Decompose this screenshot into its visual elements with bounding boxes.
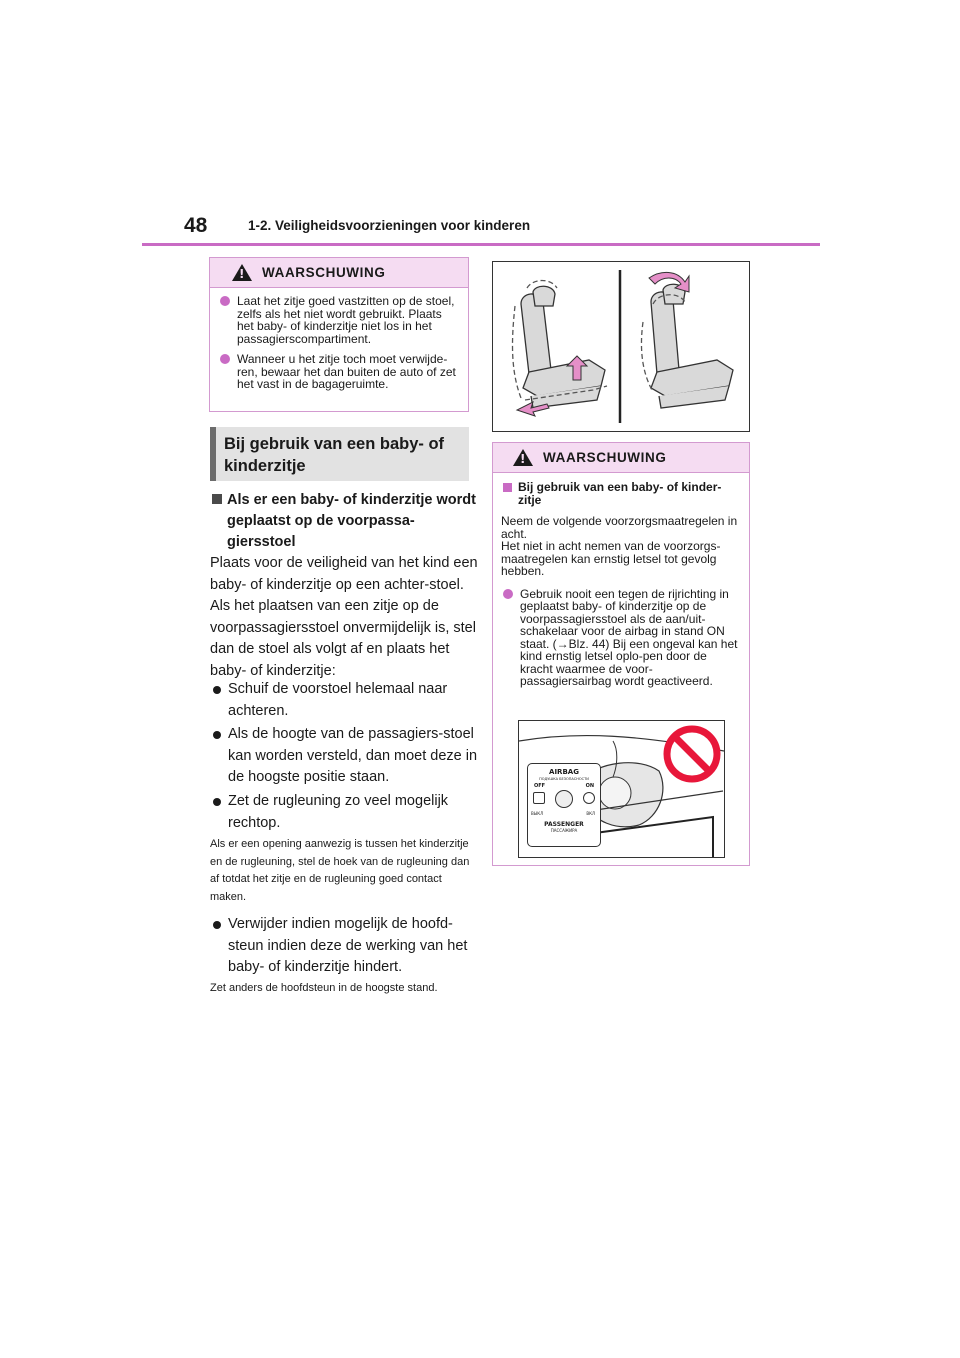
warning-header bbox=[210, 258, 468, 288]
warning-header bbox=[493, 443, 749, 473]
off-label-ru: ВЫКЛ bbox=[531, 811, 544, 816]
warning-paragraph: Het niet in acht nemen van de voorzorgs-maatregelen kan ernstig letsel tot gevolg hebben. bbox=[501, 539, 721, 578]
page-number: 48 bbox=[184, 214, 208, 237]
airbag-label-title-ru: ПОДУШКА БЕЗОПАСНОСТИ bbox=[539, 777, 589, 781]
on-label-ru: ВКЛ bbox=[586, 811, 595, 816]
warning-paragraph: Neem de volgende voorzorgsmaatregelen in acht. bbox=[501, 514, 738, 541]
bullet-icon bbox=[213, 686, 221, 694]
intro-paragraph: Plaats voor de veiligheid van het kind een baby- of kinderzitje op een achter-stoel. Als het plaatsen van een zitje op de voorpassagiersstoel onvermijdelijk is, stel dan de stoel als volgt af en plaats het baby- of kinderzitje: bbox=[210, 555, 478, 679]
warning-item: Gebruik nooit een tegen de rijrichting in geplaatst baby- of kinderzitje op de voorpassagiersstoel als de aan/uit-schakelaar voor de airbag in stand ON staat. (→Blz. 44) Bij een ongeval kan het kind ernstig letsel oplo-pen door de kracht waarmee de voor-passagiersairbag wordt geactiveerd. bbox=[501, 588, 741, 688]
warning-triangle-icon bbox=[232, 264, 252, 281]
warning-box-2 bbox=[492, 442, 750, 866]
bullet-icon bbox=[213, 798, 221, 806]
bullet-item: Als de hoogte van de passagiers-stoel kan worden versteld, dan moet deze in de hoogste positie staan. bbox=[210, 724, 480, 789]
warning-box-1 bbox=[209, 257, 469, 412]
warning-item: Laat het zitje goed vastzitten op de stoel, zelfs als het niet wordt gebruikt. Plaats het baby- of kinderzitje niet los in het passagierscompartiment. bbox=[218, 295, 460, 345]
bullet-icon bbox=[503, 589, 513, 599]
bullet-icon bbox=[213, 921, 221, 929]
airbag-figure bbox=[518, 720, 725, 858]
child-seat-icon bbox=[533, 792, 545, 804]
header-rule bbox=[142, 243, 820, 246]
airbag-key-slot-icon bbox=[555, 790, 573, 808]
seat-illustration bbox=[493, 262, 749, 431]
section-title: 1-2. Veiligheidsvoorzieningen voor kinderen bbox=[248, 218, 531, 233]
bullet-note: Zet anders de hoofdsteun in de hoogste stand. bbox=[210, 982, 438, 994]
warning-title: WAARSCHUWING bbox=[262, 265, 386, 280]
bullet-icon bbox=[220, 296, 230, 306]
square-bullet-icon bbox=[503, 483, 512, 492]
bullet-item: Verwijder indien mogelijk de hoofd-steun indien deze de werking van het baby- of kinderzitje hindert. bbox=[210, 914, 480, 979]
bullet-item: Schuif de voorstoel helemaal naar achteren. bbox=[210, 679, 480, 722]
square-bullet-icon bbox=[212, 494, 222, 504]
bullet-icon bbox=[213, 731, 221, 739]
warning-triangle-icon bbox=[513, 449, 533, 466]
on-label: ON bbox=[585, 783, 594, 789]
warning-item: Wanneer u het zitje toch moet verwijde-ren, bewaar het dan buiten de auto of zet het vast in de bagageruimte. bbox=[218, 353, 460, 391]
warning-subheading: Bij gebruik van een baby- of kinder-zitje bbox=[501, 481, 741, 506]
seat-adjustment-figure bbox=[492, 261, 750, 432]
passenger-label: PASSENGER bbox=[544, 821, 584, 828]
warning-title: WAARSCHUWING bbox=[543, 450, 667, 465]
bullet-item: Zet de rugleuning zo veel mogelijk rechtop. bbox=[210, 791, 480, 834]
bullet-note: Als er een opening aanwezig is tussen het kinderzitje en de rugleuning, stel de hoek van de rugleuning dan af totdat het zitje en de rugleuning goed contact maken. bbox=[210, 838, 470, 903]
section-heading: Bij gebruik van een baby- of kinderzitje bbox=[210, 427, 469, 481]
passenger-label-ru: ПАССАЖИРА bbox=[550, 828, 578, 833]
bullet-icon bbox=[220, 354, 230, 364]
airbag-label-title: AIRBAG bbox=[549, 768, 579, 776]
airbag-switch-label bbox=[527, 763, 601, 847]
off-label: OFF bbox=[534, 783, 546, 789]
prohibition-icon bbox=[662, 724, 722, 784]
airbag-icon bbox=[583, 792, 595, 804]
subheading: Als er een baby- of kinderzitje wordt geplaatst op de voorpassa-giersstoel bbox=[210, 490, 476, 553]
